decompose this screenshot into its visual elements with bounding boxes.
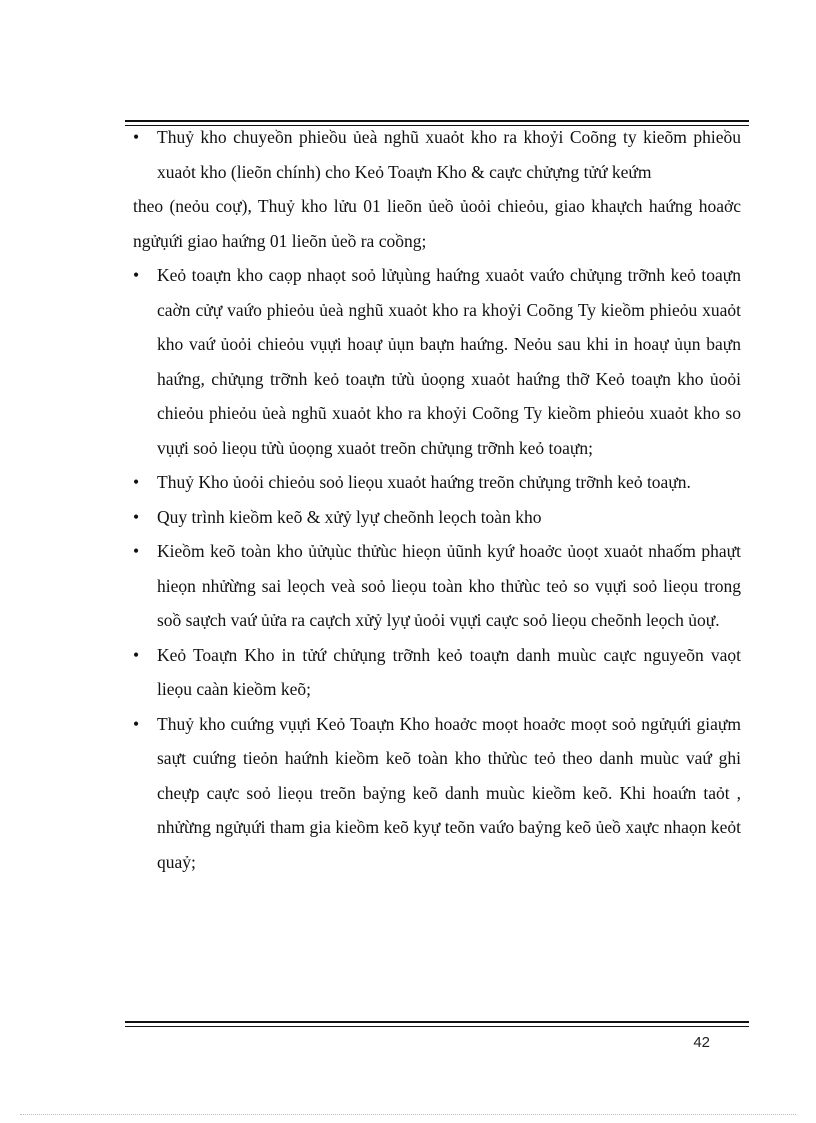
page-edge-dotted-line <box>20 1114 796 1115</box>
paragraph-5: • Kieồm keõ toàn kho ủửụùc thửùc hieọn ủũnh kyứ hoaởc ủoọt xuaỏt nhaốm phaựt hieọn nhửừng sai leọch veà soỏ lieọu toàn kho thửùc teỏ so vụựi soỏ lieọu trong soồ saựch vaứ ủửa ra caựch xửỷ lyự ủoỏi vụựi caực soỏ lieọu cheõnh leọch ủoự. <box>133 534 741 638</box>
paragraph-4: • Quy trình kieồm keõ & xửỷ lyự cheõnh leọch toàn kho <box>133 500 741 535</box>
paragraph-2: • Keỏ toaựn kho caọp nhaọt soỏ lửụùng haứng xuaỏt vaứo chửụng trỡnh keỏ toaựn caờn cửự vaứo phieỏu ủeà nghũ xuaỏt kho ra khoỷi Coõng Ty kieồm phieỏu xuaỏt kho vaứ ủoỏi chieỏu vụựi hoaự ủụn baựn haứng. Neỏu sau khi in hoaự ủụn baựn haứng, chửụng trỡnh keỏ toaựn tửù ủoọng xuaỏt haứng thỡ Keỏ toaựn kho ủoỏi chieỏu phieỏu ủeà nghũ xuaỏt kho ra khoỷi Coõng Ty kieồm phieỏu xuaỏt kho so vụựi soỏ lieọu tửù ủoọng xuaỏt treõn chửụng trỡnh keỏ toaựn; <box>133 258 741 465</box>
page-number: 42 <box>693 1034 710 1051</box>
paragraph-1-lead: • Thuỷ kho chuyeồn phieồu ủeà nghũ xuaỏt kho ra khoỷi Coõng ty kieõm phieồu xuaỏt kho (lieõn chính) cho Keỏ Toaựn Kho & caực chửựng tửứ keứm <box>133 120 741 189</box>
page-body <box>133 120 741 879</box>
footer-rule <box>125 1021 749 1027</box>
paragraph-3: • Thuỷ Kho ủoỏi chieỏu soỏ lieọu xuaỏt haứng treõn chửụng trỡnh keỏ toaựn. <box>133 465 741 500</box>
paragraph-1-continuation: theo (neỏu coự), Thuỷ kho lửu 01 lieõn ủeồ ủoỏi chieỏu, giao khaựch haứng hoaởc ngửụứi giao haứng 01 lieõn ủeồ ra coồng; <box>133 196 741 251</box>
paragraph-6: • Keỏ Toaựn Kho in tửứ chửụng trỡnh keỏ toaựn danh muùc caực nguyeõn vaọt lieọu caàn kieồm keõ; <box>133 638 741 707</box>
paragraph-7: • Thuỷ kho cuứng vụựi Keỏ Toaựn Kho hoaởc moọt hoaởc moọt soỏ ngửụứi giaựm saựt cuứng tieỏn haứnh kieồm keõ toàn kho thửùc teỏ theo danh muùc vaứ ghi cheựp caực soỏ lieọu treõn baỷng keõ danh muùc kieồm keõ. Khi hoaứn taỏt , nhửừng ngửụứi tham gia kieồm keõ kyự teõn vaứo baỷng keõ ủeồ xaực nhaọn keỏt quaỷ; <box>133 707 741 880</box>
